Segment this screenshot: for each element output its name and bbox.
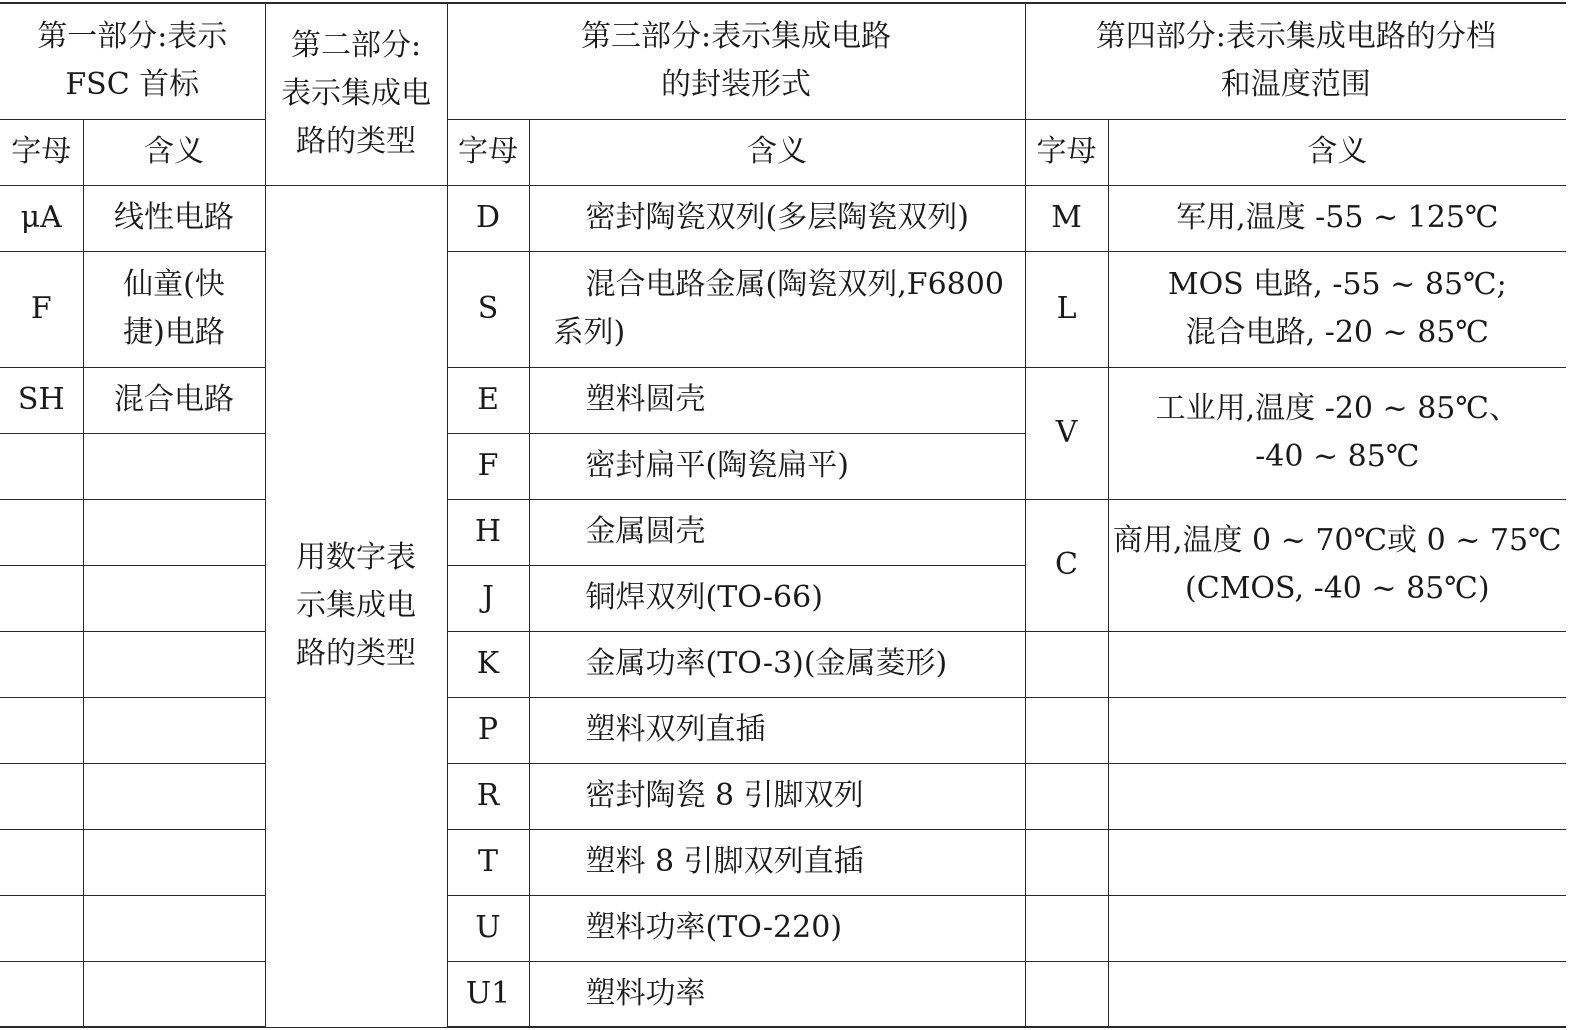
part1-meaning-empty <box>83 631 265 697</box>
part3-meaning: 塑料功率 <box>529 961 1025 1027</box>
part3-meaning: 金属功率(TO-3)(金属菱形) <box>529 631 1025 697</box>
part3-letter: S <box>447 251 529 367</box>
table-row <box>0 895 1566 961</box>
part3-meaning: 塑料功率(TO-220) <box>529 895 1025 961</box>
part3-letter: U1 <box>447 961 529 1027</box>
part1-letter-empty <box>0 895 83 961</box>
part3-meaning: 密封陶瓷双列(多层陶瓷双列) <box>529 185 1025 251</box>
part3-letter: T <box>447 829 529 895</box>
part1-meaning-empty <box>83 763 265 829</box>
part1-meaning-empty <box>83 565 265 631</box>
part1-letter: SH <box>0 367 83 433</box>
part4-letter: V <box>1025 367 1108 499</box>
header-part4: 第四部分:表示集成电路的分档 和温度范围 <box>1025 3 1566 119</box>
header-part1: 第一部分:表示 FSC 首标 <box>0 3 265 119</box>
part4-letter-empty <box>1025 961 1108 1027</box>
part4-meaning: 商用,温度 0 ~ 70℃或 0 ~ 75℃ (CMOS, -40 ~ 85℃) <box>1108 499 1566 631</box>
table-row <box>0 829 1566 895</box>
part4-letter-header: 字母 <box>1025 119 1108 185</box>
part1-meaning: 仙童(快 捷)电路 <box>83 251 265 367</box>
header-part2: 第二部分: 表示集成电 路的类型 <box>265 3 447 185</box>
part4-letter-empty <box>1025 697 1108 763</box>
part1-meaning-empty <box>83 499 265 565</box>
part4-letter-empty <box>1025 895 1108 961</box>
part3-meaning-header: 含义 <box>529 119 1025 185</box>
part4-meaning-empty <box>1108 829 1566 895</box>
part3-meaning: 铜焊双列(TO-66) <box>529 565 1025 631</box>
part4-meaning-empty <box>1108 631 1566 697</box>
part3-letter: D <box>447 185 529 251</box>
part4-meaning: MOS 电路, -55 ~ 85℃; 混合电路, -20 ~ 85℃ <box>1108 251 1566 367</box>
part4-letter: L <box>1025 251 1108 367</box>
part1-letter-empty <box>0 631 83 697</box>
part1-letter-empty <box>0 433 83 499</box>
header-part3: 第三部分:表示集成电路 的封装形式 <box>447 3 1025 119</box>
part3-meaning: 塑料 8 引脚双列直插 <box>529 829 1025 895</box>
part3-meaning: 塑料双列直插 <box>529 697 1025 763</box>
part3-letter: K <box>447 631 529 697</box>
part1-letter-empty <box>0 565 83 631</box>
part1-letter: F <box>0 251 83 367</box>
part1-letter: μA <box>0 185 83 251</box>
part3-meaning: 混合电路金属(陶瓷双列,F6800 系列) <box>529 251 1025 367</box>
part1-meaning: 混合电路 <box>83 367 265 433</box>
part3-meaning: 密封陶瓷 8 引脚双列 <box>529 763 1025 829</box>
part4-meaning-empty <box>1108 961 1566 1027</box>
table-row <box>0 251 1566 367</box>
table-row <box>0 631 1566 697</box>
part3-meaning: 金属圆壳 <box>529 499 1025 565</box>
part1-letter-empty <box>0 829 83 895</box>
part1-meaning: 线性电路 <box>83 185 265 251</box>
part1-meaning-empty <box>83 433 265 499</box>
part1-meaning-empty <box>83 829 265 895</box>
part3-letter: R <box>447 763 529 829</box>
part3-meaning: 塑料圆壳 <box>529 367 1025 433</box>
part3-letter: H <box>447 499 529 565</box>
part4-meaning-empty <box>1108 763 1566 829</box>
part1-meaning-empty <box>83 895 265 961</box>
part4-meaning-empty <box>1108 697 1566 763</box>
part3-meaning: 密封扁平(陶瓷扁平) <box>529 433 1025 499</box>
part4-letter-empty <box>1025 631 1108 697</box>
table-row <box>0 367 1566 433</box>
table-row <box>0 697 1566 763</box>
part4-letter-empty <box>1025 763 1108 829</box>
fsc-code-table <box>0 2 1566 1028</box>
part2-description: 用数字表 示集成电 路的类型 <box>265 185 447 1027</box>
part1-letter-empty <box>0 499 83 565</box>
part1-letter-empty <box>0 961 83 1027</box>
part1-meaning-empty <box>83 697 265 763</box>
part4-meaning: 军用,温度 -55 ~ 125℃ <box>1108 185 1566 251</box>
part1-letter-header: 字母 <box>0 119 83 185</box>
part4-meaning-header: 含义 <box>1108 119 1566 185</box>
table-row <box>0 961 1566 1027</box>
part3-letter: P <box>447 697 529 763</box>
part1-meaning-empty <box>83 961 265 1027</box>
part4-meaning-empty <box>1108 895 1566 961</box>
part3-letter: E <box>447 367 529 433</box>
part4-meaning: 工业用,温度 -20 ~ 85℃、 -40 ~ 85℃ <box>1108 367 1566 499</box>
part3-letter: U <box>447 895 529 961</box>
part4-letter: C <box>1025 499 1108 631</box>
part1-letter-empty <box>0 697 83 763</box>
part1-letter-empty <box>0 763 83 829</box>
part3-letter: F <box>447 433 529 499</box>
part4-letter: M <box>1025 185 1108 251</box>
table-row <box>0 763 1566 829</box>
table-row <box>0 185 1566 251</box>
part1-meaning-header: 含义 <box>83 119 265 185</box>
table-row <box>0 499 1566 565</box>
part4-letter-empty <box>1025 829 1108 895</box>
part3-letter: J <box>447 565 529 631</box>
part3-letter-header: 字母 <box>447 119 529 185</box>
